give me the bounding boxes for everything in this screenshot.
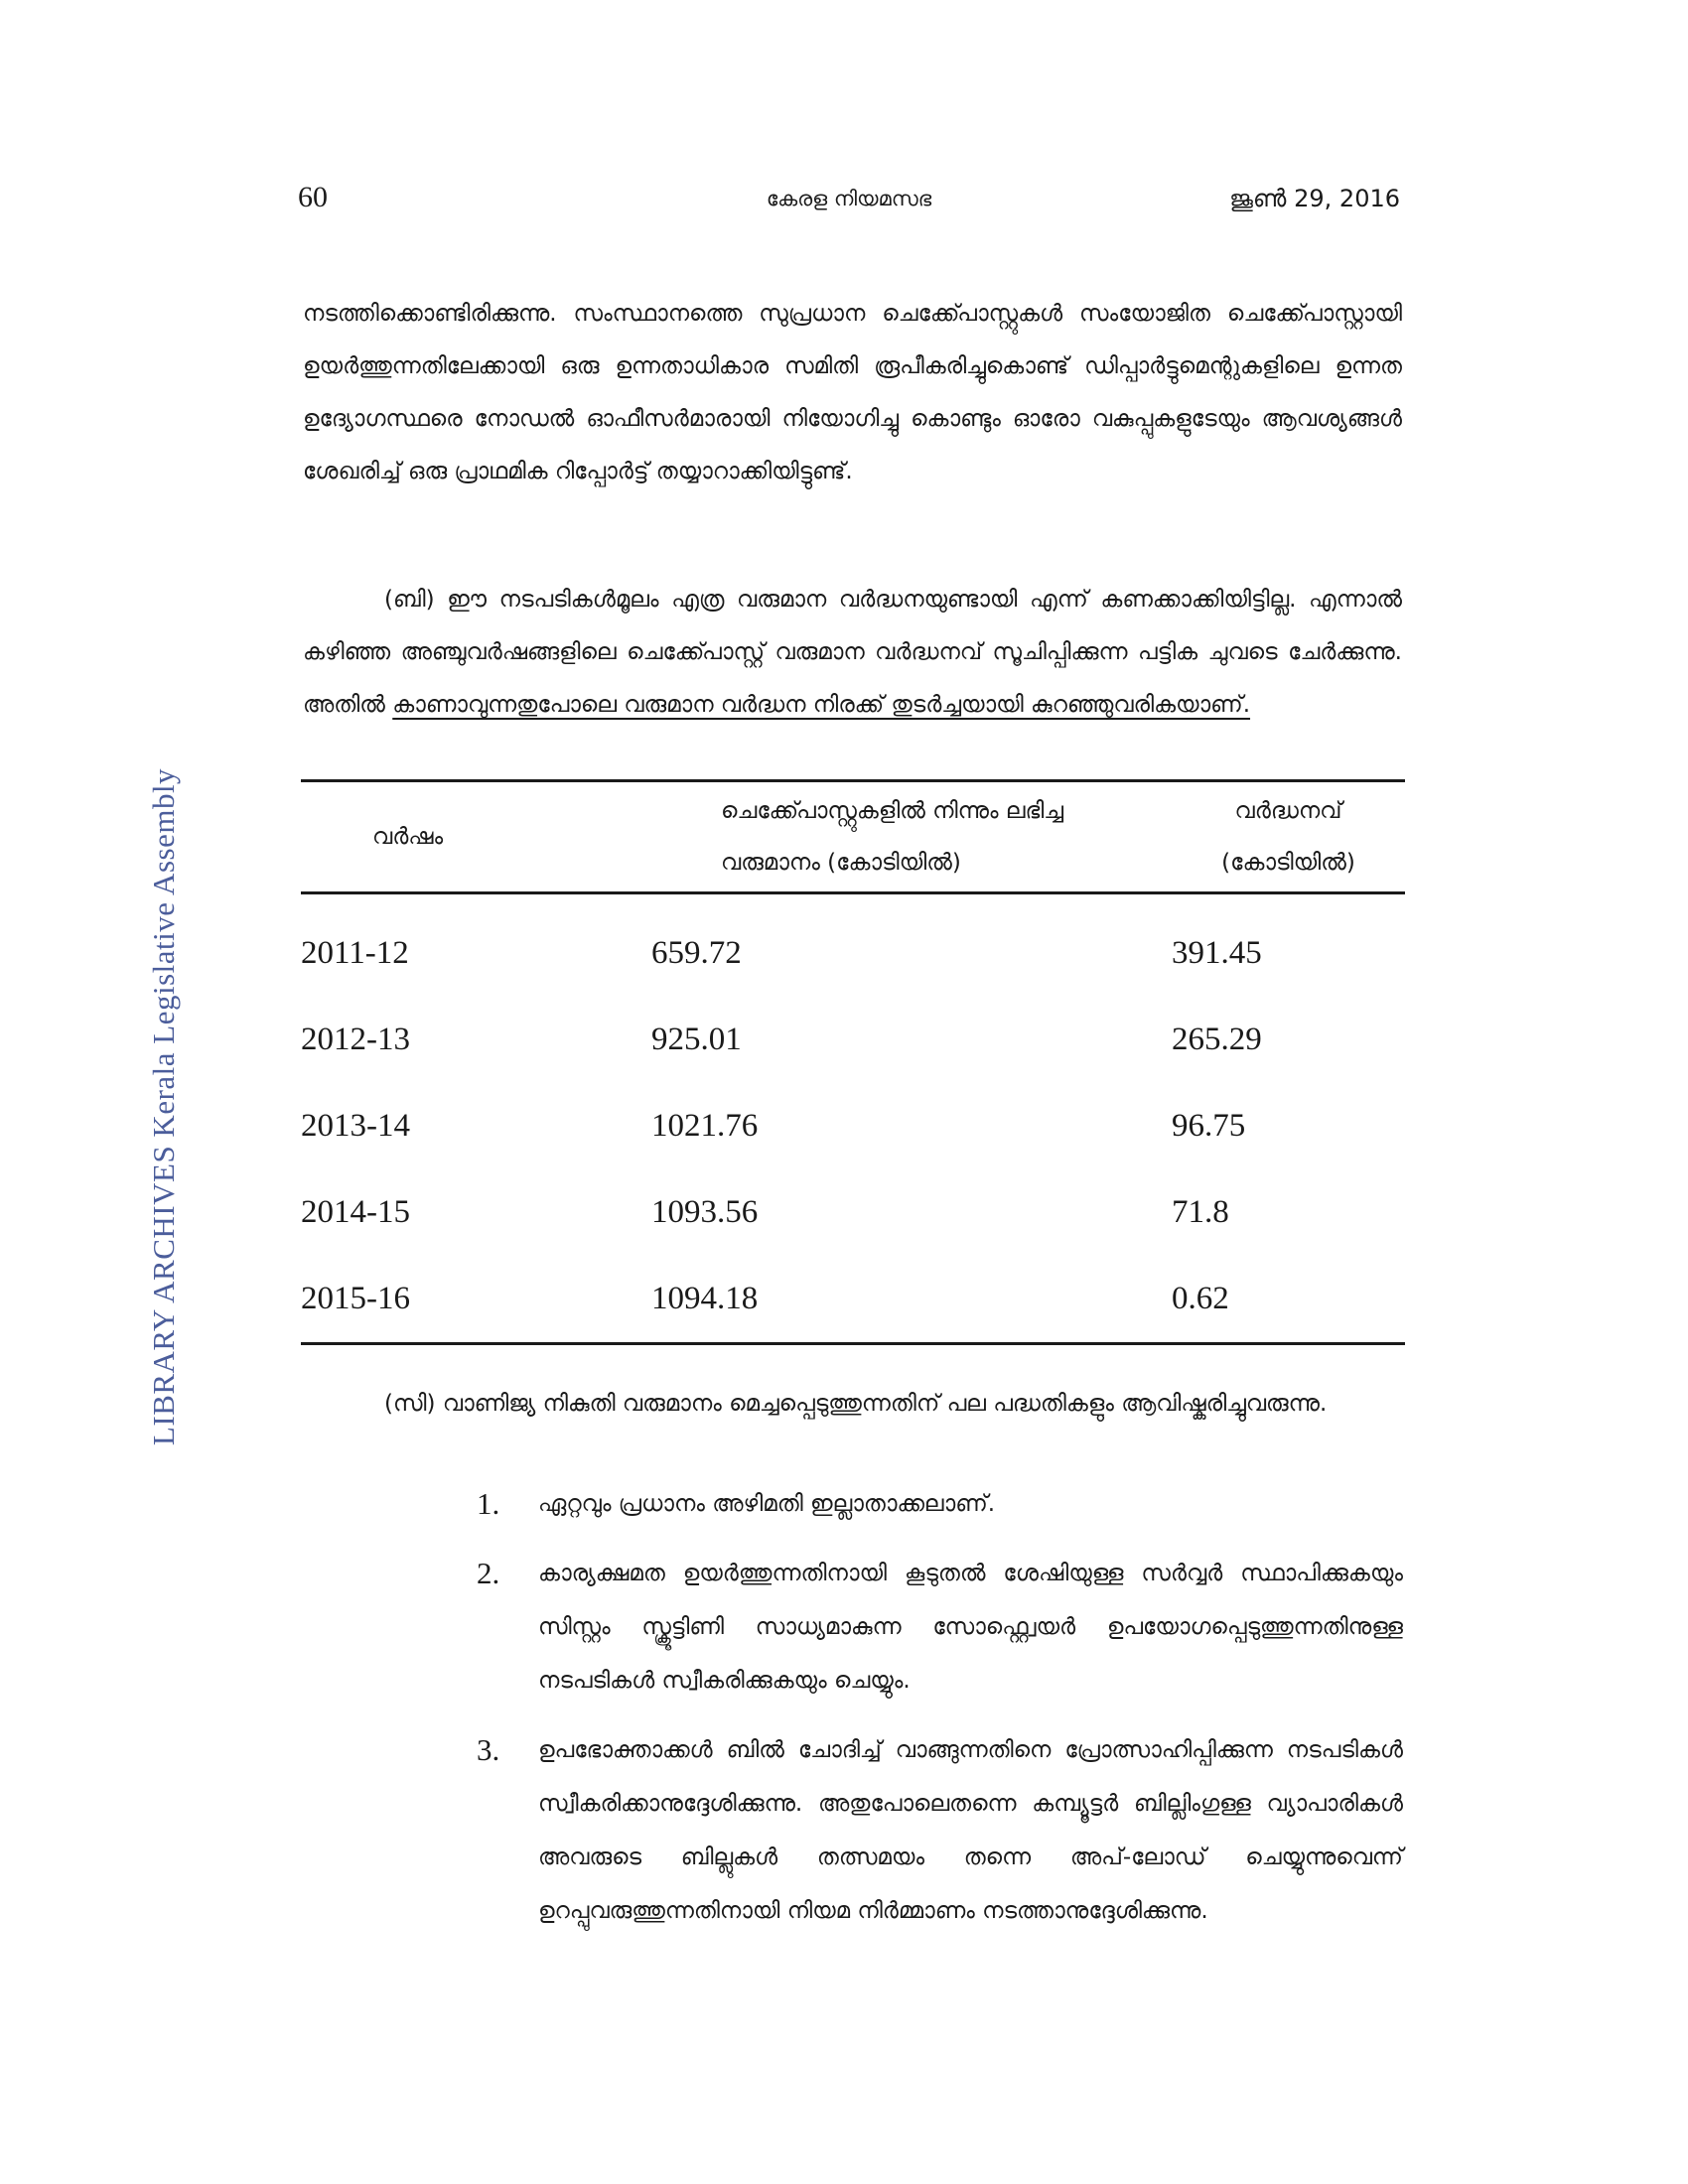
table-row [301,1083,1405,1169]
cell-revenue: 1093.56 [651,1194,759,1230]
paragraph-b [303,574,1402,732]
table-header-row [301,781,1405,893]
paragraph-b-text: (ബി) ഈ നടപടികൾമൂലം എത്ര വരുമാന വർദ്ധനയുണ്ടായി എന്ന് കണക്കാക്കിയിട്ടില്ല. എന്നാൽ കഴിഞ്ഞ അഞ്ചുവർഷങ്ങളിലെ ചെക്ക്പോസ്റ്റ് വരുമാന വർദ്ധനവ് സൂചിപ്പിക്കുന്ന പട്ടിക ചുവടെ ചേർക്കുന്നു. അതിൽ [303,587,1402,718]
header-revenue-line1: ചെക്ക്പോസ്റ്റുകളിൽ നിന്നും ലഭിച്ച [721,798,1064,824]
cell-increase: 0.62 [1172,1281,1229,1316]
list-item [467,1477,1403,1531]
list-item-number: 1. [477,1486,500,1521]
header-revenue-line2: വരുമാനം (കോടിയിൽ) [721,850,961,876]
cell-year: 2015-16 [301,1281,410,1316]
cell-year: 2011-12 [301,935,409,971]
table-row [301,1256,1405,1344]
paragraph-b-underlined: കാണാവുന്നതുപോലെ വരുമാന വർദ്ധന നിരക്ക് തുടർച്ചയായി കുറഞ്ഞുവരികയാണ്. [392,692,1251,718]
cell-increase: 96.75 [1172,1108,1246,1144]
cell-year: 2014-15 [301,1194,410,1230]
list-item-number: 3. [477,1732,500,1767]
header-increase-line2: (കോടിയിൽ) [1221,850,1355,876]
header-title: കേരള നിയമസഭ [766,187,932,210]
cell-revenue: 659.72 [651,935,742,971]
paragraph-intro: നടത്തിക്കൊണ്ടിരിക്കുന്നു. സംസ്ഥാനത്തെ സുപ്രധാന ചെക്ക്പോസ്റ്റുകൾ സംയോജിത ചെക്ക്പോസ്റ്റായി ഉയർത്തുന്നതിലേക്കായി ഒരു ഉന്നതാധികാര സമിതി രൂപീകരിച്ചുകൊണ്ട് ഡിപ്പാർട്ടുമെന്റുകളിലെ ഉന്നത ഉദ്യോഗസ്ഥരെ നോഡൽ ഓഫീസർമാരായി നിയോഗിച്ചു കൊണ്ടും ഓരോ വകുപ്പുകളുടേയും ആവശ്യങ്ങൾ ശേഖരിച്ച് ഒരു പ്രാഥമിക റിപ്പോർട്ട് തയ്യാറാക്കിയിട്ടുണ്ട്. [303,301,1402,484]
cell-increase: 391.45 [1172,935,1262,971]
measures-list [467,1477,1403,1954]
table-row [301,893,1405,998]
header-increase-line1: വർദ്ധനവ് [1234,798,1342,824]
cell-increase: 71.8 [1172,1194,1229,1230]
cell-increase: 265.29 [1172,1022,1262,1057]
list-item-text: ഏറ്റവും പ്രധാനം അഴിമതി ഇല്ലാതാക്കലാണ്. [538,1491,996,1517]
list-item [467,1547,1403,1707]
header-revenue [651,781,1172,893]
paragraph-c: (സി) വാണിജ്യ നികുതി വരുമാനം മെച്ചപ്പെടുത്തുന്നതിന് പല പദ്ധതികളും ആവിഷ്കരിച്ചുവരുന്നു. [384,1391,1328,1417]
table-row [301,1169,1405,1256]
header-date: ജൂൺ 29, 2016 [1229,185,1400,212]
list-item-text: കാര്യക്ഷമത ഉയർത്തുന്നതിനായി കൂടുതൽ ശേഷിയുള്ള സർവ്വർ സ്ഥാപിക്കുകയും സിസ്റ്റം സ്ക്രൂട്ടിണി സാധ്യമാകുന്ന സോഫ്റ്റ്വെയർ ഉപയോഗപ്പെടുത്തുന്നതിനുള്ള നടപടികൾ സ്വീകരിക്കുകയും ചെയ്യും. [538,1561,1403,1694]
list-item-text: ഉപഭോക്താക്കൾ ബിൽ ചോദിച്ച് വാങ്ങുന്നതിനെ പ്രോത്സാഹിപ്പിക്കുന്ന നടപടികൾ സ്വീകരിക്കാനുദ്ദേശിക്കുന്നു. അതുപോലെതന്നെ കമ്പ്യൂട്ടർ ബില്ലിംഗുള്ള വ്യാപാരികൾ അവരുടെ ബില്ലുകൾ തത്സമയം തന്നെ അപ്-ലോഡ് ചെയ്യുന്നുവെന്ന് ഉറപ്പുവരുത്തുന്നതിനായി നിയമ നിർമ്മാണം നടത്താനുദ്ദേശിക്കുന്നു. [538,1737,1403,1924]
header-year-label: വർഷം [372,824,444,850]
cell-year: 2012-13 [301,1022,410,1057]
table-row [301,997,1405,1083]
archive-watermark: LIBRARY ARCHIVES Kerala Legislative Assembly [146,767,181,1446]
cell-revenue: 925.01 [651,1022,742,1057]
page-header [298,181,1400,220]
revenue-table-container [301,779,1405,1345]
cell-year: 2013-14 [301,1108,410,1144]
header-increase [1172,781,1405,893]
header-year [301,781,651,893]
cell-revenue: 1094.18 [651,1281,759,1316]
page-number: 60 [298,181,328,213]
checkpost-revenue-table [301,779,1405,1345]
list-item-number: 2. [477,1556,500,1590]
list-item [467,1723,1403,1938]
cell-revenue: 1021.76 [651,1108,759,1144]
